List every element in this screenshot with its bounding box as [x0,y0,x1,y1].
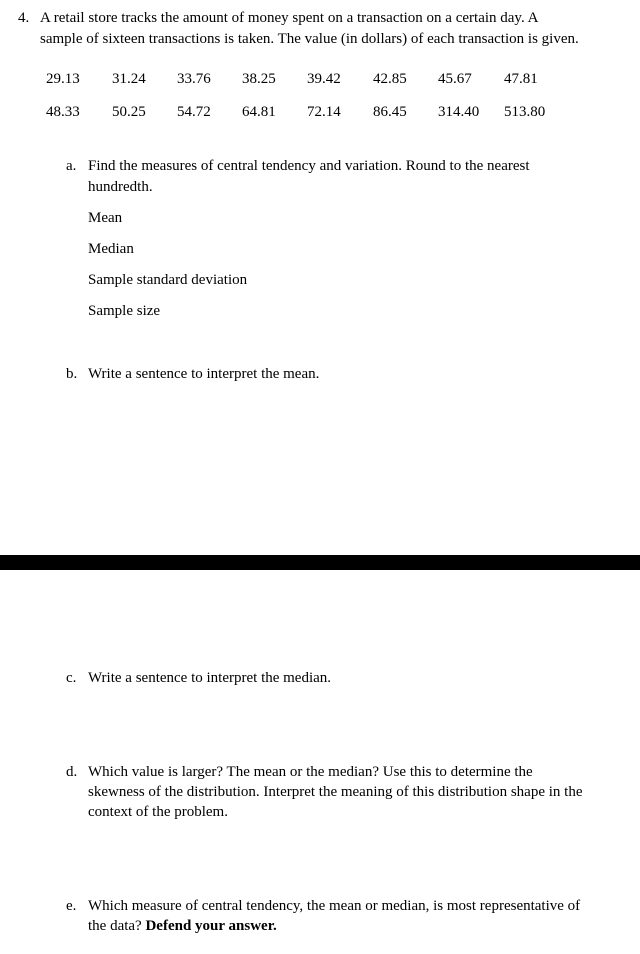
part-b-letter: b. [66,366,78,382]
page-divider [0,555,640,570]
measure-median-label: Median [88,241,134,257]
measure-sample-size-label: Sample size [88,303,161,319]
data-value: 42.85 [373,71,407,87]
part-a-text-line-1: Find the measures of central tendency and variation. Round to the nearest [88,158,530,174]
measure-std-dev-label: Sample standard deviation [88,272,248,288]
part-e-text-line-2 [88,916,277,936]
part-d-text-line-1: Which value is larger? The mean or the median? Use this to determine the [88,764,533,780]
data-value: 513.80 [504,104,546,120]
data-value: 48.33 [46,104,80,120]
question-stem-line-2: sample of sixteen transactions is taken. The value (in dollars) of each transaction is given. [40,31,579,47]
data-value: 29.13 [46,71,80,87]
part-b-text: Write a sentence to interpret the mean. [88,366,320,382]
data-value: 64.81 [242,104,276,120]
part-d-text-line-3: context of the problem. [88,804,228,820]
data-value: 33.76 [177,71,211,87]
data-value: 314.40 [438,104,480,120]
data-value: 38.25 [242,71,276,87]
data-value: 39.42 [307,71,341,87]
measure-mean-label: Mean [88,210,123,226]
data-value: 86.45 [373,104,407,120]
question-stem-line-1: A retail store tracks the amount of money spent on a transaction on a certain day. A [40,10,539,26]
data-value: 47.81 [504,71,538,87]
part-d-letter: d. [66,764,78,780]
data-value: 72.14 [307,104,341,120]
data-value: 45.67 [438,71,472,87]
part-a-text-line-2: hundredth. [88,179,153,195]
part-e-text-bold: Defend your answer. [145,918,277,934]
part-c-letter: c. [66,670,77,686]
part-e-text-line-1: Which measure of central tendency, the mean or median, is most representative of [88,898,581,914]
question-number: 4. [18,10,30,26]
data-value: 50.25 [112,104,146,120]
part-c-text: Write a sentence to interpret the median. [88,670,332,686]
part-d-text-line-2: skewness of the distribution. Interpret the meaning of this distribution shape in the [88,784,583,800]
data-value: 54.72 [177,104,211,120]
data-value: 31.24 [112,71,146,87]
part-e-text-plain: the data? [88,918,142,934]
part-a-letter: a. [66,158,77,174]
part-e-letter: e. [66,898,77,914]
